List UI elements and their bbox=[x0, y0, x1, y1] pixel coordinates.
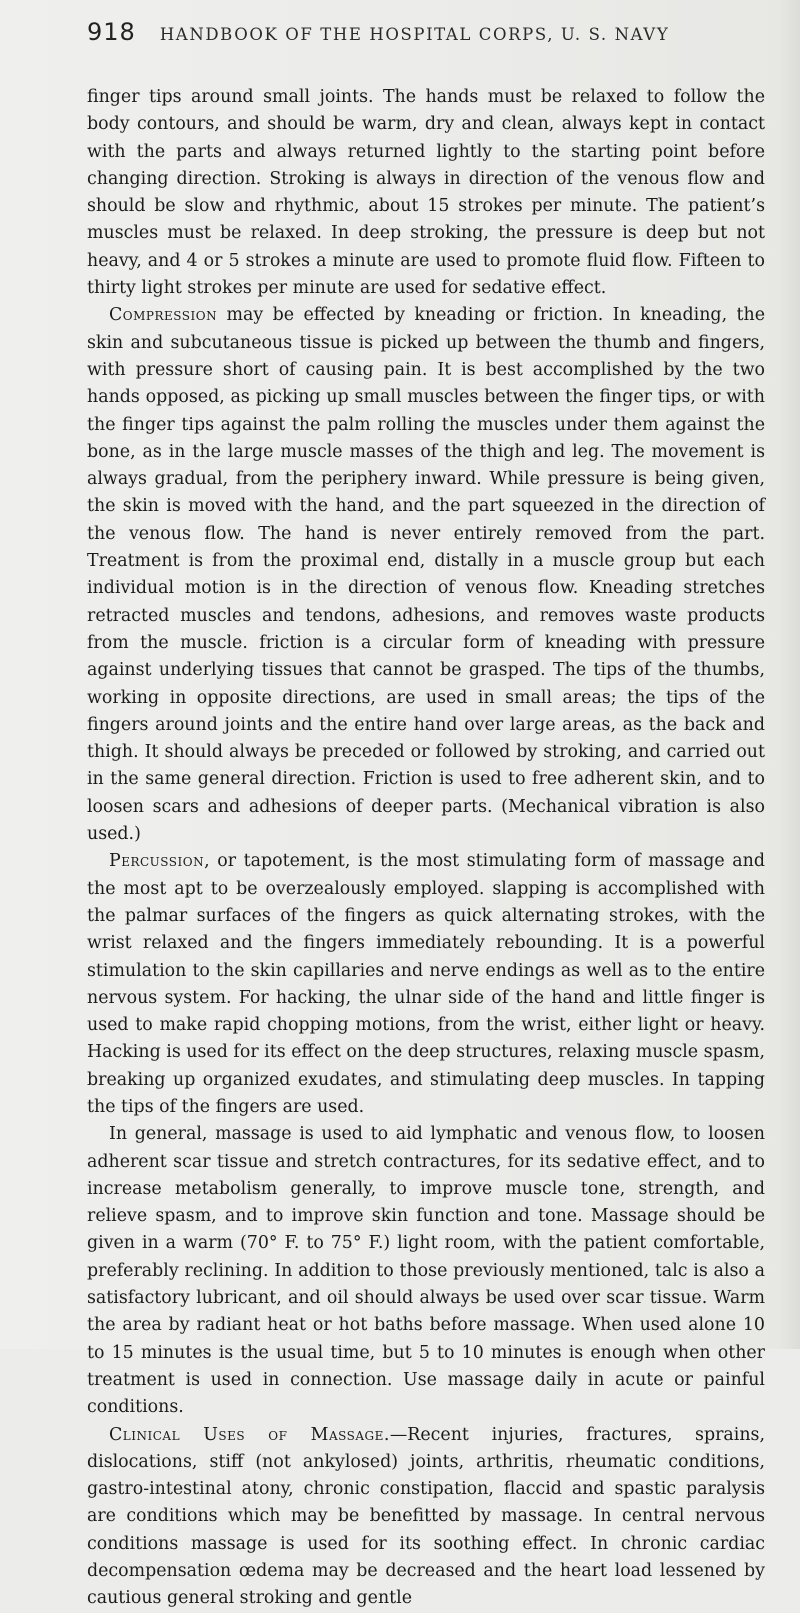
paragraph-compression bbox=[87, 302, 765, 848]
page-header bbox=[87, 18, 767, 54]
paragraph-clinical-uses bbox=[87, 1422, 765, 1613]
page-edge-shadow bbox=[778, 0, 800, 1349]
paragraph-general-use bbox=[87, 1121, 765, 1421]
paragraph-text: finger tips around small joints. The hands must be relaxed to follow the body contours, and should be warm, dry and clean, always kept in contact with the parts and always returned lightly to the starting point before changing direction. Stroking is always in direction of the venous flow and should be slow and rhythmic, about 15 strokes per minute. The patient’s muscles must be relaxed. In deep stroking, the pressure is deep but not heavy, and 4 or 5 strokes a minute are used to promote fluid flow. Fifteen to thirty light strokes per minute are used for sedative effect. bbox=[87, 87, 765, 299]
paragraph-text: , or tapotement, is the most stimulating form of massage and the most apt to be overzealously employed. slapping is accomplished with the palmar surfaces of the fingers as quick alternating strokes, with the wrist relaxed and the fingers immediately rebounding. It is a powerful stimulation to the skin capillaries and nerve endings as well as to the entire nervous system. For hacking, the ulnar side of the hand and little finger is used to make rapid chopping motions, from the wrist, either light or heavy. Hacking is used for its effect on the deep structures, relaxing muscle spasm, breaking up organized exudates, and stimulating deep muscles. In tapping the tips of the fingers are used. bbox=[87, 851, 765, 1117]
body-text bbox=[87, 84, 765, 1613]
paragraph-text: In general, massage is used to aid lymphatic and venous flow, to loosen adherent scar tissue and stretch contractures, for its sedative effect, and to increase metabolism generally, to improve muscle tone, strength, and relieve spasm, and to improve skin function and tone. Massage should be given in a warm (70° F. to 75° F.) light room, with the patient comfortable, preferably reclining. In addition to those previously mentioned, talc is also a satisfactory lubricant, and oil should always be used over scar tissue. Warm the area by radiant heat or hot baths before massage. When used alone 10 to 15 minutes is the usual time, but 5 to 10 minutes is enough when other treatment is used in connection. Use massage daily in acute or painful conditions. bbox=[87, 1124, 765, 1418]
running-head: HANDBOOK OF THE HOSPITAL CORPS, U. S. NAVY bbox=[159, 25, 670, 44]
paragraph-lead-term: Percussion bbox=[109, 851, 205, 872]
paragraph-lead-term: Clinical Uses of Massage. bbox=[109, 1424, 390, 1445]
paragraph-text: may be effected by kneading or friction. In kneading, the skin and subcutaneous tissue is picked up between the thumb and fingers, with pressure short of causing pain. It is best accomplished by the two hands opposed, as picking up small muscles between the finger tips, or with the finger tips against the palm rolling the muscles under them against the bone, as in the large muscle masses of the thigh and leg. The movement is always gradual, from the periphery inward. While pressure is being given, the skin is moved with the hand, and the part squeezed in the direction of the venous flow. The hand is never entirely removed from the part. Treatment is from the proximal end, distally in a muscle group but each individual motion is in the direction of venous flow. Kneading stretches retracted muscles and tendons, adhesions, and removes waste products from the muscle. friction is a circular form of kneading with pressure against underlying tissues that cannot be grasped. The tips of the thumbs, working in opposite directions, are used in small areas; the tips of the fingers around joints and the entire hand over large areas, as the back and thigh. It should always be preceded or followed by stroking, and carried out in the same general direction. Friction is used to free adherent skin, and to loosen scars and adhesions of deeper parts. (Mechanical vibration is also used.) bbox=[87, 305, 765, 845]
paragraph-stroking-continued bbox=[87, 84, 765, 302]
paragraph-percussion bbox=[87, 848, 765, 1121]
paragraph-lead-term: Compression bbox=[109, 305, 218, 326]
page-number: 918 bbox=[87, 18, 136, 46]
paragraph-text: —Recent injuries, fractures, sprains, dislocations, stiff (not ankylosed) joints, arthritis, rheumatic conditions, gastro-intestinal atony, chronic constipation, flaccid and spastic paralysis are conditions which may be benefitted by massage. In central nervous conditions massage is used for its soothing effect. In chronic cardiac decompensation œdema may be decreased and the heart load lessened by cautious general stroking and gentle bbox=[87, 1424, 765, 1609]
